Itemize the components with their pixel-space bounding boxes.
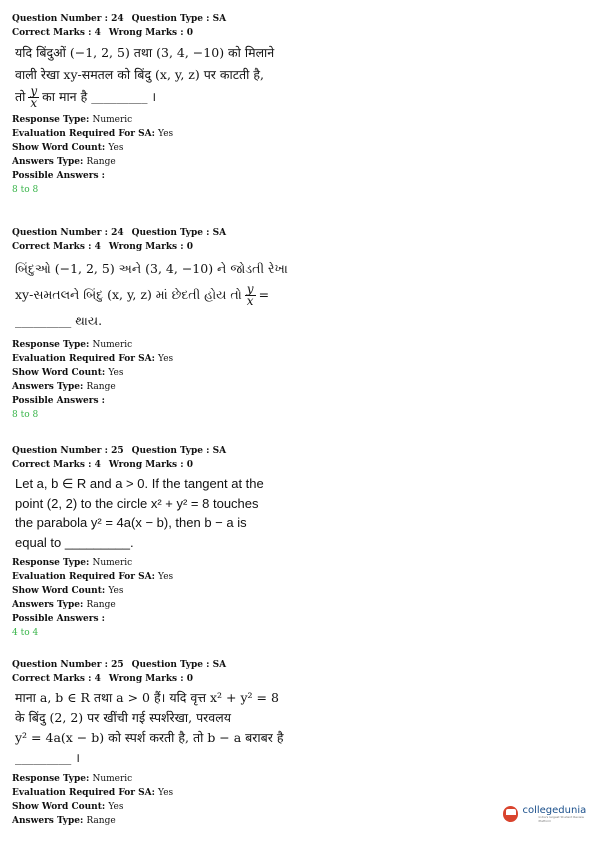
response-type: Numeric bbox=[92, 558, 133, 568]
response-info bbox=[12, 556, 572, 626]
possible-answers-label: Possible Answers : bbox=[12, 171, 105, 181]
question-text-line bbox=[15, 86, 572, 109]
question-text bbox=[15, 474, 572, 552]
possible-answers: 8 to 8 bbox=[12, 410, 39, 420]
question-number: 24 bbox=[111, 14, 124, 24]
response-type-label: Response Type: bbox=[12, 115, 90, 125]
question-number: 25 bbox=[111, 446, 124, 456]
possible-answers-label: Possible Answers : bbox=[12, 396, 105, 406]
wrong-marks-label: Wrong Marks : bbox=[108, 242, 184, 252]
evaluation-required: Yes bbox=[158, 354, 174, 364]
evaluation-required: Yes bbox=[158, 788, 174, 798]
evaluation-required-label: Evaluation Required For SA: bbox=[12, 354, 155, 364]
wrong-marks-label: Wrong Marks : bbox=[108, 460, 184, 470]
question-text-line bbox=[15, 282, 572, 308]
response-type: Numeric bbox=[92, 774, 133, 784]
marks-meta bbox=[12, 26, 572, 40]
question-type-label: Question Type : bbox=[131, 14, 210, 24]
question-block-24-gujarati bbox=[12, 226, 572, 422]
question-text bbox=[15, 256, 572, 334]
response-type-label: Response Type: bbox=[12, 774, 90, 784]
fraction-numerator: y bbox=[246, 282, 254, 296]
response-info bbox=[12, 772, 572, 828]
question-number-label: Question Number : bbox=[12, 446, 108, 456]
question-number: 25 bbox=[111, 660, 124, 670]
wrong-marks-label: Wrong Marks : bbox=[108, 28, 184, 38]
question-block-24-hindi bbox=[12, 12, 572, 197]
possible-answers: 4 to 4 bbox=[12, 628, 39, 638]
text-fragment: तो bbox=[15, 89, 26, 104]
possible-answers-label: Possible Answers : bbox=[12, 614, 105, 624]
show-word-count-label: Show Word Count: bbox=[12, 368, 106, 378]
correct-marks-label: Correct Marks : bbox=[12, 242, 92, 252]
marks-meta bbox=[12, 240, 572, 254]
fraction bbox=[28, 86, 39, 109]
question-text-line: equal to _________. bbox=[15, 534, 134, 550]
question-text-line: के बिंदु (2, 2) पर खींची गई स्पर्शरेखा, परवलय bbox=[15, 710, 231, 725]
question-text-line: the parabola y² = 4a(x − b), then b − a is bbox=[15, 515, 247, 530]
question-number-label: Question Number : bbox=[12, 14, 108, 24]
question-text-line: point (2, 2) to the circle x² + y² = 8 touches bbox=[15, 495, 259, 511]
question-text bbox=[15, 42, 572, 109]
response-type-label: Response Type: bbox=[12, 340, 90, 350]
question-type-label: Question Type : bbox=[131, 446, 210, 456]
response-type: Numeric bbox=[92, 115, 133, 125]
show-word-count: Yes bbox=[108, 802, 124, 812]
correct-marks: 4 bbox=[94, 28, 101, 38]
question-block-25-english bbox=[12, 444, 572, 640]
question-meta bbox=[12, 226, 572, 240]
question-type-label: Question Type : bbox=[131, 228, 210, 238]
wrong-marks: 0 bbox=[186, 242, 193, 252]
marks-meta bbox=[12, 458, 572, 472]
question-text-line: माना a, b ∈ R तथा a > 0 हैं। यदि वृत्त x² + y² = 8 bbox=[15, 690, 279, 705]
evaluation-required: Yes bbox=[158, 129, 174, 139]
logo-wordmark: collegedunia bbox=[522, 805, 587, 816]
question-text-line: _________ થાય. bbox=[15, 313, 103, 328]
fraction-numerator: y bbox=[30, 84, 38, 98]
text-fragment: का मान है _________ । bbox=[42, 89, 157, 104]
question-meta bbox=[12, 444, 572, 458]
question-number: 24 bbox=[111, 228, 124, 238]
correct-marks-label: Correct Marks : bbox=[12, 674, 92, 684]
correct-marks: 4 bbox=[94, 674, 101, 684]
question-text-line: वाली रेखा xy-समतल को बिंदु (x, y, z) पर काटती है, bbox=[15, 67, 264, 82]
answers-type-label: Answers Type: bbox=[12, 382, 84, 392]
show-word-count-label: Show Word Count: bbox=[12, 802, 106, 812]
graduation-cap-icon bbox=[503, 806, 518, 822]
answers-type: Range bbox=[86, 382, 116, 392]
evaluation-required: Yes bbox=[158, 572, 174, 582]
text-fragment: = bbox=[258, 287, 270, 302]
wrong-marks: 0 bbox=[186, 28, 193, 38]
marks-meta bbox=[12, 672, 572, 686]
answers-type-label: Answers Type: bbox=[12, 600, 84, 610]
show-word-count: Yes bbox=[108, 143, 124, 153]
correct-marks: 4 bbox=[94, 242, 101, 252]
fraction-denominator: x bbox=[246, 294, 254, 308]
show-word-count-label: Show Word Count: bbox=[12, 143, 106, 153]
question-type: SA bbox=[212, 660, 227, 670]
evaluation-required-label: Evaluation Required For SA: bbox=[12, 788, 155, 798]
evaluation-required-label: Evaluation Required For SA: bbox=[12, 129, 155, 139]
response-type-label: Response Type: bbox=[12, 558, 90, 568]
wrong-marks: 0 bbox=[186, 460, 193, 470]
wrong-marks-label: Wrong Marks : bbox=[108, 674, 184, 684]
question-type-label: Question Type : bbox=[131, 660, 210, 670]
wrong-marks: 0 bbox=[186, 674, 193, 684]
question-text bbox=[15, 688, 572, 768]
answers-type: Range bbox=[86, 157, 116, 167]
question-text-line: _________ । bbox=[15, 750, 80, 765]
response-type: Numeric bbox=[92, 340, 133, 350]
question-text-line: બિંદુઓ (−1, 2, 5) અને (3, 4, −10) ને જોડતી રેખા bbox=[15, 261, 288, 276]
question-type: SA bbox=[212, 228, 227, 238]
collegedunia-logo bbox=[503, 805, 595, 823]
answers-type-label: Answers Type: bbox=[12, 816, 84, 826]
possible-answers: 8 to 8 bbox=[12, 185, 39, 195]
text-fragment: xy-સમતલને બિંદુ (x, y, z) માં છેદતી હોય તો bbox=[15, 287, 242, 302]
show-word-count: Yes bbox=[108, 368, 124, 378]
evaluation-required-label: Evaluation Required For SA: bbox=[12, 572, 155, 582]
response-info bbox=[12, 113, 572, 183]
question-meta bbox=[12, 12, 572, 26]
correct-marks: 4 bbox=[94, 460, 101, 470]
question-text-line: y² = 4a(x − b) को स्पर्श करती है, तो b − a बराबर है bbox=[15, 730, 284, 745]
question-text-line: यदि बिंदुओं (−1, 2, 5) तथा (3, 4, −10) को मिलाने bbox=[15, 45, 275, 60]
answers-type-label: Answers Type: bbox=[12, 157, 84, 167]
show-word-count-label: Show Word Count: bbox=[12, 586, 106, 596]
question-number-label: Question Number : bbox=[12, 660, 108, 670]
question-type: SA bbox=[212, 446, 227, 456]
fraction-denominator: x bbox=[30, 96, 38, 110]
question-text-line: Let a, b ∈ R and a > 0. If the tangent at the bbox=[15, 476, 264, 491]
question-number-label: Question Number : bbox=[12, 228, 108, 238]
answers-type: Range bbox=[86, 816, 116, 826]
question-meta bbox=[12, 658, 572, 672]
answers-type: Range bbox=[86, 600, 116, 610]
correct-marks-label: Correct Marks : bbox=[12, 28, 92, 38]
fraction bbox=[245, 284, 256, 307]
response-info bbox=[12, 338, 572, 408]
logo-tagline: India's largest Student Review Platform bbox=[538, 815, 584, 823]
correct-marks-label: Correct Marks : bbox=[12, 460, 92, 470]
question-type: SA bbox=[212, 14, 227, 24]
show-word-count: Yes bbox=[108, 586, 124, 596]
question-block-25-hindi bbox=[12, 658, 572, 828]
